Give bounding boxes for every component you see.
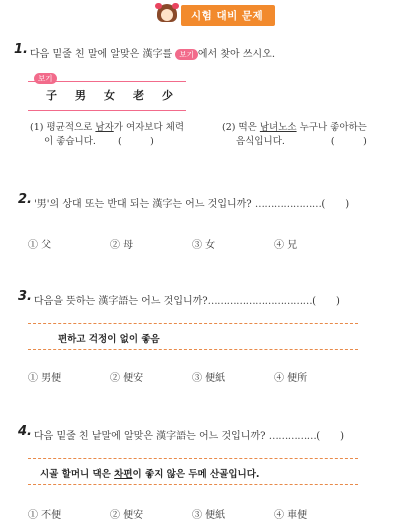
title-banner [155, 5, 275, 25]
question-4-dots: …………… [268, 431, 317, 442]
question-2-prompt: '男'의 상대 또는 반대 되는 漢字는 어느 것입니까? [34, 199, 252, 210]
question-3-prompt: 다음을 뜻하는 漢字語는 어느 것입니까? [34, 296, 208, 307]
choice-1[interactable]: ① 父 [28, 240, 52, 251]
sub2-pre: (2) 떡은 [222, 122, 260, 133]
q4-box-underlined: 차편 [114, 469, 133, 480]
page-title: 시험 대비 문제 [181, 5, 275, 26]
question-4-answer-blank[interactable]: ( ) [316, 431, 344, 442]
question-2-text [34, 195, 349, 210]
sub1-answer-blank[interactable]: ( ) [117, 136, 154, 147]
choice-2[interactable]: ② 便安 [110, 373, 144, 384]
question-4-box [28, 458, 358, 485]
sub2-line2: 음식입니다. [236, 136, 285, 147]
bogi-label: 보기 [34, 73, 57, 84]
choice-4[interactable]: ④ 車便 [274, 510, 308, 521]
question-3-number: 3. [18, 289, 32, 304]
question-4-text [34, 427, 344, 442]
question-1-text-before: 다음 밑줄 친 말에 알맞은 漢字를 [30, 49, 176, 60]
girl-avatar-icon [155, 3, 179, 27]
bogi-char: 女 [104, 89, 115, 102]
bogi-box [28, 73, 186, 111]
bogi-chars [46, 87, 173, 103]
question-4-number: 4. [18, 424, 32, 439]
sub2-post: 누구나 좋아하는 [296, 122, 367, 133]
q4-box-post: 이 좋지 않은 두메 산골입니다. [132, 469, 260, 480]
choice-2[interactable]: ② 便安 [110, 510, 144, 521]
question-1-number: 1. [14, 42, 28, 57]
choice-4[interactable]: ④ 便所 [274, 373, 308, 384]
choice-3[interactable]: ③ 女 [192, 240, 216, 251]
question-2-number: 2. [18, 192, 32, 207]
question-3-choices [28, 369, 356, 384]
question-3-answer-blank[interactable]: ( ) [312, 296, 340, 307]
sub2-underlined: 남녀노소 [259, 122, 297, 133]
choice-3[interactable]: ③ 便紙 [192, 373, 226, 384]
question-2-answer-blank[interactable]: ( ) [321, 199, 350, 210]
bogi-char: 老 [133, 89, 144, 102]
bogi-char: 子 [46, 89, 57, 102]
question-2-dots: ………………… [254, 199, 322, 210]
question-4-prompt: 다음 밑줄 친 낱말에 알맞은 漢字語는 어느 것입니까? [34, 431, 266, 442]
question-3-dots: …………………………… [207, 296, 313, 307]
sub1-underlined: 남자 [95, 122, 114, 133]
sub-question-1 [30, 121, 210, 149]
question-1-text-after: 에서 찾아 쓰시오. [197, 49, 275, 60]
bogi-char: 少 [162, 89, 173, 102]
question-4-choices [28, 506, 356, 521]
choice-3[interactable]: ③ 便紙 [192, 510, 226, 521]
sub1-pre: (1) 평균적으로 [30, 122, 96, 133]
choice-1[interactable]: ① 男便 [28, 373, 62, 384]
sub1-line2: 이 좋습니다. [44, 136, 96, 147]
question-3-box [28, 323, 358, 350]
choice-1[interactable]: ① 不便 [28, 510, 62, 521]
sub-question-2 [222, 121, 392, 149]
question-1-text [30, 45, 275, 60]
question-3-box-text: 편하고 걱정이 없이 좋음 [58, 334, 160, 345]
bogi-char: 男 [75, 89, 86, 102]
question-2-choices [28, 236, 356, 251]
choice-2[interactable]: ② 母 [110, 240, 134, 251]
sub2-answer-blank[interactable]: ( ) [330, 136, 367, 147]
bogi-inline-tag: 보기 [175, 49, 198, 60]
sub1-post: 가 여자보다 체력 [113, 122, 185, 133]
q4-box-pre: 시골 할머니 댁은 [40, 469, 115, 480]
choice-4[interactable]: ④ 兄 [274, 240, 298, 251]
question-3-text [34, 292, 340, 307]
question-4-box-text [40, 466, 260, 480]
